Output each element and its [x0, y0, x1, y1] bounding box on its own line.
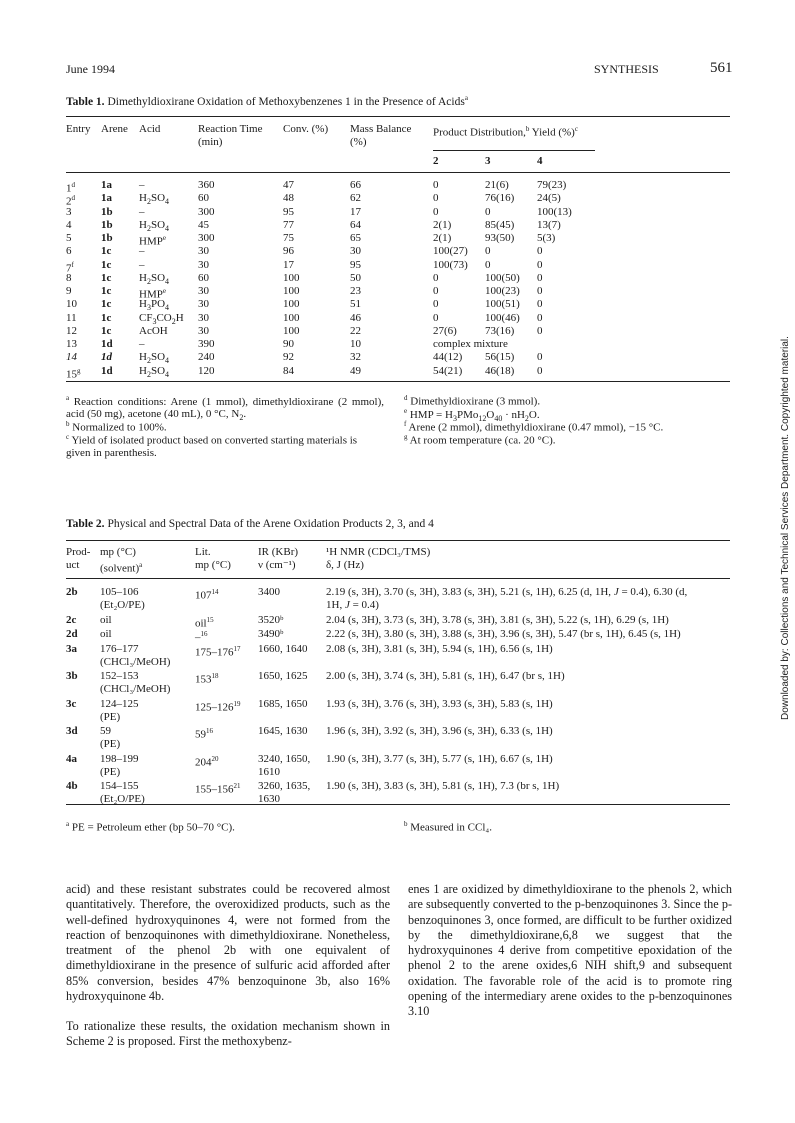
- table2-cell-nmr: 2.08 (s, 3H), 3.81 (s, 3H), 5.94 (s, 1H), 6.56 (s, 1H): [326, 642, 553, 655]
- t1-footnote-f: $^f$ Arene (2 mmol), dimethyldioxirane (0.47 mmol), −15 °C.: [404, 420, 664, 434]
- running-journal: SYNTHESIS: [594, 62, 659, 76]
- table1-cell-entry: 10: [66, 298, 77, 311]
- table1-cell-time: 240: [198, 351, 215, 364]
- table1-cell-conv: 75: [283, 232, 294, 244]
- table1-cell-conv: 100: [283, 311, 300, 324]
- table1-cell-p2: 0: [433, 192, 439, 205]
- table1-cell-entry: 8: [66, 271, 72, 284]
- t1-footnote-d: $^d$ Dimethyldioxirane (3 mmol).: [404, 394, 541, 408]
- table1-cell-p3: 100(23): [485, 285, 520, 297]
- table1-cell-p4: 0: [537, 258, 543, 271]
- t1-footnote-a: $^a$ Reaction conditions: Arene (1 mmol), dimethyldioxirane (2 mmol), acid (50 mg), acetone (40 mL), 0 °C, $N_2$.: [66, 394, 384, 423]
- table1-cell-p2: 44(12): [433, 351, 463, 364]
- table1-cell-p2: 0: [433, 271, 439, 284]
- table1-cell-p3: 100(51): [485, 298, 520, 311]
- table1-cell-p2: 100(27): [433, 245, 468, 258]
- table2-cell-lit: $153^{18}$: [195, 672, 219, 686]
- table1-cell-p4: 0: [537, 324, 543, 337]
- table2-cell-mp: oil: [100, 613, 112, 626]
- table2-cell-nmr: 1.90 (s, 3H), 3.77 (s, 3H), 5.77 (s, 1H), 6.67 (s, 1H): [326, 752, 553, 765]
- table1-cell-p3: 56(15): [485, 351, 515, 364]
- col-mass-unit: (%): [350, 136, 367, 148]
- table2-cell-mp: 176–177: [100, 642, 139, 655]
- table1-cell-arene: 1c: [101, 285, 112, 297]
- col-ir-unit: ν (cm⁻¹): [258, 559, 296, 571]
- table1-head-rule: [66, 172, 730, 173]
- table1-cell-acid: –: [139, 245, 145, 258]
- table1-cell-arene: 1c: [101, 324, 112, 337]
- table1-cell-entry: 14: [66, 351, 77, 364]
- table1-cell-p3: 100(46): [485, 311, 520, 324]
- table1-cell-acid: HMP$^e$: [139, 234, 166, 248]
- table1-cell-p4: 5(3): [537, 232, 556, 244]
- table2-cell-ir: 1660, 1640: [258, 642, 308, 655]
- table1-cell-acid: $H_3PO_4$: [139, 298, 170, 313]
- table1-cell-time: 120: [198, 364, 215, 377]
- col-product: Prod-: [66, 546, 91, 558]
- table2-cell-mp: (CHCl₃/MeOH): [100, 683, 171, 695]
- table2-cell-mp: (Et₂O/PE): [100, 599, 145, 611]
- table1-caption: Table 1. Dimethyldioxirane Oxidation of Methoxybenzenes 1 in the Presence of Acids$^a$: [66, 94, 468, 108]
- table1-cell-time: 30: [198, 324, 209, 337]
- table1-cell-entry: 6: [66, 245, 72, 258]
- table1-cell-mass: 46: [350, 311, 361, 324]
- col-p2: 2: [433, 155, 439, 167]
- table2-cell-product: 4a: [66, 752, 77, 765]
- table1-cell-p4: 0: [537, 245, 543, 258]
- table2-cell-product: 2c: [66, 613, 77, 626]
- table1-cell-arene: 1c: [101, 245, 112, 258]
- col-lit-mp: mp (°C): [195, 559, 231, 571]
- table1-cell-time: 30: [198, 245, 209, 258]
- table1-cell-acid: $CF_3CO_2H$: [139, 311, 184, 326]
- table2-cell-nmr: 1.96 (s, 3H), 3.92 (s, 3H), 3.96 (s, 3H), 6.33 (s, 1H): [326, 725, 553, 737]
- col-mass: Mass Balance: [350, 123, 412, 135]
- table1-cell-acid: –: [139, 205, 145, 218]
- table1-cell-entry: 7$^f$: [66, 260, 74, 275]
- table1-cell-entry: 2$^d$: [66, 194, 75, 208]
- table2-cell-lit: $59^{16}$: [195, 727, 213, 741]
- table2-cell-nmr: 2.00 (s, 3H), 3.74 (s, 3H), 5.81 (s, 1H), 6.47 (br s, 1H): [326, 670, 565, 682]
- table1-cell-p3: 0: [485, 245, 491, 258]
- table1-cell-entry: 5: [66, 232, 72, 244]
- table1-cell-p2: 100(73): [433, 258, 468, 271]
- table1-cell-p2: 0: [433, 205, 439, 218]
- table1-cell-time: 60: [198, 271, 209, 284]
- table1-cell-p3: 73(16): [485, 324, 515, 337]
- table1-cell-mass: 49: [350, 364, 361, 377]
- table1-cell-entry: 4: [66, 218, 72, 231]
- table1-cell-conv: 47: [283, 179, 294, 191]
- col-acid: Acid: [139, 123, 161, 135]
- table2-cell-mp: 154–155: [100, 780, 139, 792]
- t1-footnote-e: $^e$ HMP = $H_3PMo_{12}O_{40} \cdot nH_2O$.: [404, 407, 540, 423]
- table1-cell-p4: 100(13): [537, 205, 572, 218]
- table1-cell-time: 45: [198, 218, 209, 231]
- table1-cell-conv: 90: [283, 338, 294, 350]
- table1-cell-conv: 92: [283, 351, 294, 364]
- body-col2-para1: enes 1 are oxidized by dimethyldioxirane to the phenols 2, which are subsequently converted to the p-benzoquinones 3. Since the p-benzoquinones 3, once formed, are difficult to be further oxidized by the dimethyldioxirane,6,8 we suggest that the hydroxyquinones 4 derive from competitive epoxidation of the phenol 2 to the arene oxides,6 NIH shift,9 and subsequent oxidation. The favorable role of the acid is to promote ring opening of the intermediary arene oxides to the p-benzoquinones 3.10: [408, 882, 732, 1019]
- col-conv: Conv. (%): [283, 123, 329, 135]
- table1-cell-arene: 1a: [101, 192, 112, 205]
- col-ir: IR (KBr): [258, 546, 299, 558]
- t1-footnote-g: $^g$ At room temperature (ca. 20 °C).: [404, 433, 556, 447]
- table1-cell-p3: 0: [485, 205, 491, 218]
- table1-cell-acid: $H_2SO_4$: [139, 364, 170, 379]
- table1-cell-p4: 24(5): [537, 192, 561, 205]
- table2-cell-mp: (CHCl₃/MeOH): [100, 655, 171, 668]
- table1-top-rule: [66, 116, 730, 117]
- table1-cell-conv: 100: [283, 298, 300, 311]
- table1-cell-arene: 1b: [101, 205, 113, 218]
- table2-cell-product: 2b: [66, 586, 78, 598]
- table1-cell-acid: $H_2SO_4$: [139, 351, 170, 366]
- table1-cell-p2: complex mixture: [433, 338, 508, 350]
- table1-cell-time: 30: [198, 258, 209, 271]
- table1-cell-conv: 48: [283, 192, 294, 205]
- col-product: Product Distribution,$^b$ Yield (%)$^c$: [433, 125, 578, 139]
- table2-cell-mp: 105–106: [100, 586, 139, 598]
- table1-cell-p3: 0: [485, 258, 491, 271]
- table1-cell-arene: 1d: [101, 338, 113, 350]
- table2-cell-product: 3b: [66, 670, 78, 682]
- table1-cell-mass: 17: [350, 205, 361, 218]
- table1-cell-arene: 1c: [101, 271, 112, 284]
- table2-cell-lit: $107^{14}$: [195, 588, 219, 602]
- table2-cell-ir: 1610: [258, 765, 280, 778]
- table2-cell-mp: (PE): [100, 738, 121, 750]
- col-mp: mp (°C): [100, 546, 136, 558]
- table2-cell-product: 2d: [66, 628, 78, 640]
- table2-cell-nmr: 2.22 (s, 3H), 3.80 (s, 3H), 3.88 (s, 3H), 3.96 (s, 3H), 5.47 (br s, 1H), 6.45 (s, 1H): [326, 628, 681, 640]
- table2-cell-product: 4b: [66, 780, 78, 792]
- table1-cell-entry: 11: [66, 311, 77, 324]
- table1-cell-p3: 76(16): [485, 192, 515, 205]
- table1-cell-time: 300: [198, 232, 215, 244]
- table2-cell-ir: 3260, 1635,: [258, 780, 311, 792]
- table1-cell-mass: 95: [350, 258, 361, 271]
- table2-top-rule: [66, 540, 730, 541]
- table1-cell-p4: 0: [537, 285, 543, 297]
- table1-cell-conv: 96: [283, 245, 294, 258]
- table1-cell-acid: $H_2SO_4$: [139, 192, 170, 207]
- table1-cell-acid: $H_2SO_4$: [139, 271, 170, 286]
- table2-cell-product: 3a: [66, 642, 77, 655]
- table2-cell-product: 3c: [66, 697, 77, 710]
- table1-cell-mass: 50: [350, 271, 361, 284]
- table1-cell-arene: 1d: [101, 364, 113, 377]
- table1-cell-arene: 1a: [101, 179, 112, 191]
- body-col1-para1: acid) and these resistant substrates could be recovered almost quantitatively. Therefore, the overoxidized products, such as the well-defined hydroxyquinones 4, were not formed from the reaction of benzoquinones with dimethyldioxirane. Nonetheless, treatment of the phenol 2b with one equivalent of dimethyldioxirane in the presence of sulfuric acid afforded after 85% conversion, besides 47% benzoquinone 3b, also 16% hydroxyquinone 4b.: [66, 882, 390, 1004]
- table1-cell-acid: –: [139, 258, 145, 271]
- table1-cell-time: 360: [198, 179, 215, 191]
- table2-cell-lit: $204^{20}$: [195, 754, 219, 769]
- table1-cell-mass: 30: [350, 245, 361, 258]
- download-notice: Downloaded by: Collections and Technical Services Department. Copyrighted material.: [780, 336, 791, 720]
- table2-cell-lit: $155-156^{21}$: [195, 782, 241, 796]
- col-p3: 3: [485, 155, 491, 167]
- col-arene: Arene: [101, 123, 128, 135]
- table2-cell-ir: 3490ᵇ: [258, 628, 284, 640]
- col-nmr-unit: δ, J (Hz): [326, 559, 364, 571]
- table2-cell-nmr: 1.93 (s, 3H), 3.76 (s, 3H), 3.93 (s, 3H), 5.83 (s, 1H): [326, 697, 553, 710]
- table1-cell-mass: 32: [350, 351, 361, 364]
- table1-cell-arene: 1b: [101, 232, 113, 244]
- t2-footnote-a: $^a$ PE = Petroleum ether (bp 50–70 °C).: [66, 820, 235, 834]
- table1-cell-p4: 13(7): [537, 218, 561, 231]
- table1-cell-p3: 100(50): [485, 271, 520, 284]
- table2-bottom-rule: [66, 804, 730, 805]
- table1-cell-acid: AcOH: [139, 324, 168, 337]
- table1-cell-time: 30: [198, 311, 209, 324]
- table2-cell-ir: 3520ᵇ: [258, 613, 284, 626]
- table1-cell-arene: 1c: [101, 258, 112, 271]
- table1-cell-entry: 1$^d$: [66, 181, 75, 195]
- table2-cell-ir: 3400: [258, 586, 280, 598]
- col-time-unit: (min): [198, 136, 223, 148]
- table1-cell-p2: 0: [433, 285, 439, 297]
- table1-cell-mass: 64: [350, 218, 361, 231]
- table1-cell-p3: 21(6): [485, 179, 509, 191]
- table2-cell-ir: 3240, 1650,: [258, 752, 311, 765]
- table1-cell-time: 30: [198, 298, 209, 311]
- table1-cell-p3: 85(45): [485, 218, 515, 231]
- table1-cell-acid: –: [139, 179, 145, 191]
- col-lit: Lit.: [195, 546, 211, 558]
- table2-cell-nmr: 2.04 (s, 3H), 3.73 (s, 3H), 3.78 (s, 3H), 3.81 (s, 3H), 5.22 (s, 1H), 6.29 (s, 1H): [326, 613, 669, 626]
- table2-cell-ir: 1685, 1650: [258, 697, 308, 710]
- table1-cell-time: 30: [198, 285, 209, 297]
- table1-cell-conv: 95: [283, 205, 294, 218]
- table1-cell-mass: 62: [350, 192, 361, 205]
- col-time: Reaction Time: [198, 123, 263, 135]
- table1-cell-conv: 100: [283, 324, 300, 337]
- table2-cell-ir: 1645, 1630: [258, 725, 308, 737]
- table1-cell-p2: 0: [433, 311, 439, 324]
- table1-cell-arene: 1d: [101, 351, 112, 364]
- table2-cell-nmr: 2.19 (s, 3H), 3.70 (s, 3H), 3.83 (s, 3H), 5.21 (s, 1H), 6.25 (d, 1H, J = 0.4), 6.30 (d,: [326, 586, 688, 598]
- table2-cell-mp: 152–153: [100, 670, 139, 682]
- page-number: 561: [710, 60, 733, 76]
- t1-footnote-b: $^b$ Normalized to 100%.: [66, 420, 167, 434]
- table1-cell-acid: –: [139, 338, 145, 350]
- table2-cell-mp: 198–199: [100, 752, 139, 765]
- table1-cell-p4: 0: [537, 271, 543, 284]
- table1-cell-time: 300: [198, 205, 215, 218]
- table1-cell-p4: 0: [537, 364, 543, 377]
- table1-cell-p3: 93(50): [485, 232, 515, 244]
- table2-cell-mp: 124–125: [100, 697, 139, 710]
- table2-cell-nmr: 1.90 (s, 3H), 3.83 (s, 3H), 5.81 (s, 1H), 7.3 (br s, 1H): [326, 780, 560, 792]
- table2-cell-ir: 1650, 1625: [258, 670, 308, 682]
- table1-cell-conv: 84: [283, 364, 294, 377]
- table1-cell-p2: 27(6): [433, 324, 457, 337]
- t2-footnote-b: $^b$ Measured in CCl₄.: [404, 820, 492, 834]
- col-product-2: uct: [66, 559, 80, 571]
- table1-cell-arene: 1b: [101, 218, 113, 231]
- table1-cell-conv: 100: [283, 271, 300, 284]
- table1-cell-conv: 17: [283, 258, 294, 271]
- table1-cell-conv: 77: [283, 218, 294, 231]
- col-nmr: ¹H NMR (CDCl₃/TMS): [326, 546, 431, 558]
- table1-subrule: [433, 150, 595, 151]
- table1-cell-p4: 0: [537, 298, 543, 311]
- table2-cell-product: 3d: [66, 725, 78, 737]
- table2-cell-mp: (PE): [100, 765, 121, 778]
- table1-cell-p4: 0: [537, 311, 543, 324]
- table1-cell-mass: 23: [350, 285, 361, 297]
- table1-cell-mass: 10: [350, 338, 361, 350]
- t1-footnote-c: $^c$ Yield of isolated product based on converted starting materials is given in parenthesis.: [66, 433, 358, 460]
- table1-cell-time: 60: [198, 192, 209, 205]
- table1-cell-p2: 2(1): [433, 218, 452, 231]
- table1-cell-conv: 100: [283, 285, 300, 297]
- table1-cell-entry: 9: [66, 285, 72, 297]
- table1-cell-acid: $H_2SO_4$: [139, 218, 170, 233]
- table1-cell-mass: 22: [350, 324, 361, 337]
- table2-head-rule: [66, 578, 730, 579]
- table2-cell-mp: oil: [100, 628, 112, 640]
- table1-cell-p2: 0: [433, 179, 439, 191]
- table2-cell-mp: (Et₂O/PE): [100, 793, 145, 805]
- body-col1-para2: To rationalize these results, the oxidation mechanism shown in Scheme 2 is proposed. First the methoxybenz-: [66, 1019, 390, 1049]
- table1-cell-time: 390: [198, 338, 215, 350]
- table1-cell-entry: 12: [66, 324, 77, 337]
- table1-cell-p4: 0: [537, 351, 543, 364]
- table1-cell-entry: 3: [66, 205, 72, 218]
- table1-cell-entry: 13: [66, 338, 77, 350]
- table1-cell-mass: 66: [350, 179, 361, 191]
- table1-cell-p2: 2(1): [433, 232, 452, 244]
- table2-cell-lit: $125-126^{19}$: [195, 699, 241, 714]
- table2-cell-nmr: 1H, J = 0.4): [326, 599, 379, 611]
- table1-cell-entry: 15$^g$: [66, 366, 81, 381]
- table2-cell-lit: $175-176^{17}$: [195, 644, 241, 659]
- table2-cell-lit: –$^{16}$: [195, 630, 208, 644]
- running-date: June 1994: [66, 62, 115, 76]
- table1-cell-mass: 65: [350, 232, 361, 244]
- table2-cell-ir: 1630: [258, 793, 280, 805]
- table1-cell-acid: HMP$^e$: [139, 287, 166, 301]
- table1-cell-p3: 46(18): [485, 364, 515, 377]
- table1-cell-p2: 0: [433, 298, 439, 311]
- col-entry: Entry: [66, 123, 91, 135]
- table2-caption: Table 2. Physical and Spectral Data of the Arene Oxidation Products 2, 3, and 4: [66, 518, 434, 530]
- table2-cell-mp: 59: [100, 725, 111, 737]
- table1-cell-mass: 51: [350, 298, 361, 311]
- table1-cell-arene: 1c: [101, 311, 112, 324]
- table1-cell-p4: 79(23): [537, 179, 567, 191]
- col-p4: 4: [537, 155, 543, 167]
- table2-cell-mp: (PE): [100, 710, 121, 723]
- table1-cell-p2: 54(21): [433, 364, 463, 377]
- table1-bottom-rule: [66, 381, 730, 382]
- table1-cell-arene: 1c: [101, 298, 112, 311]
- table2-cell-lit: oil$^{15}$: [195, 615, 214, 630]
- col-solvent: (solvent)$^a$: [100, 561, 143, 575]
